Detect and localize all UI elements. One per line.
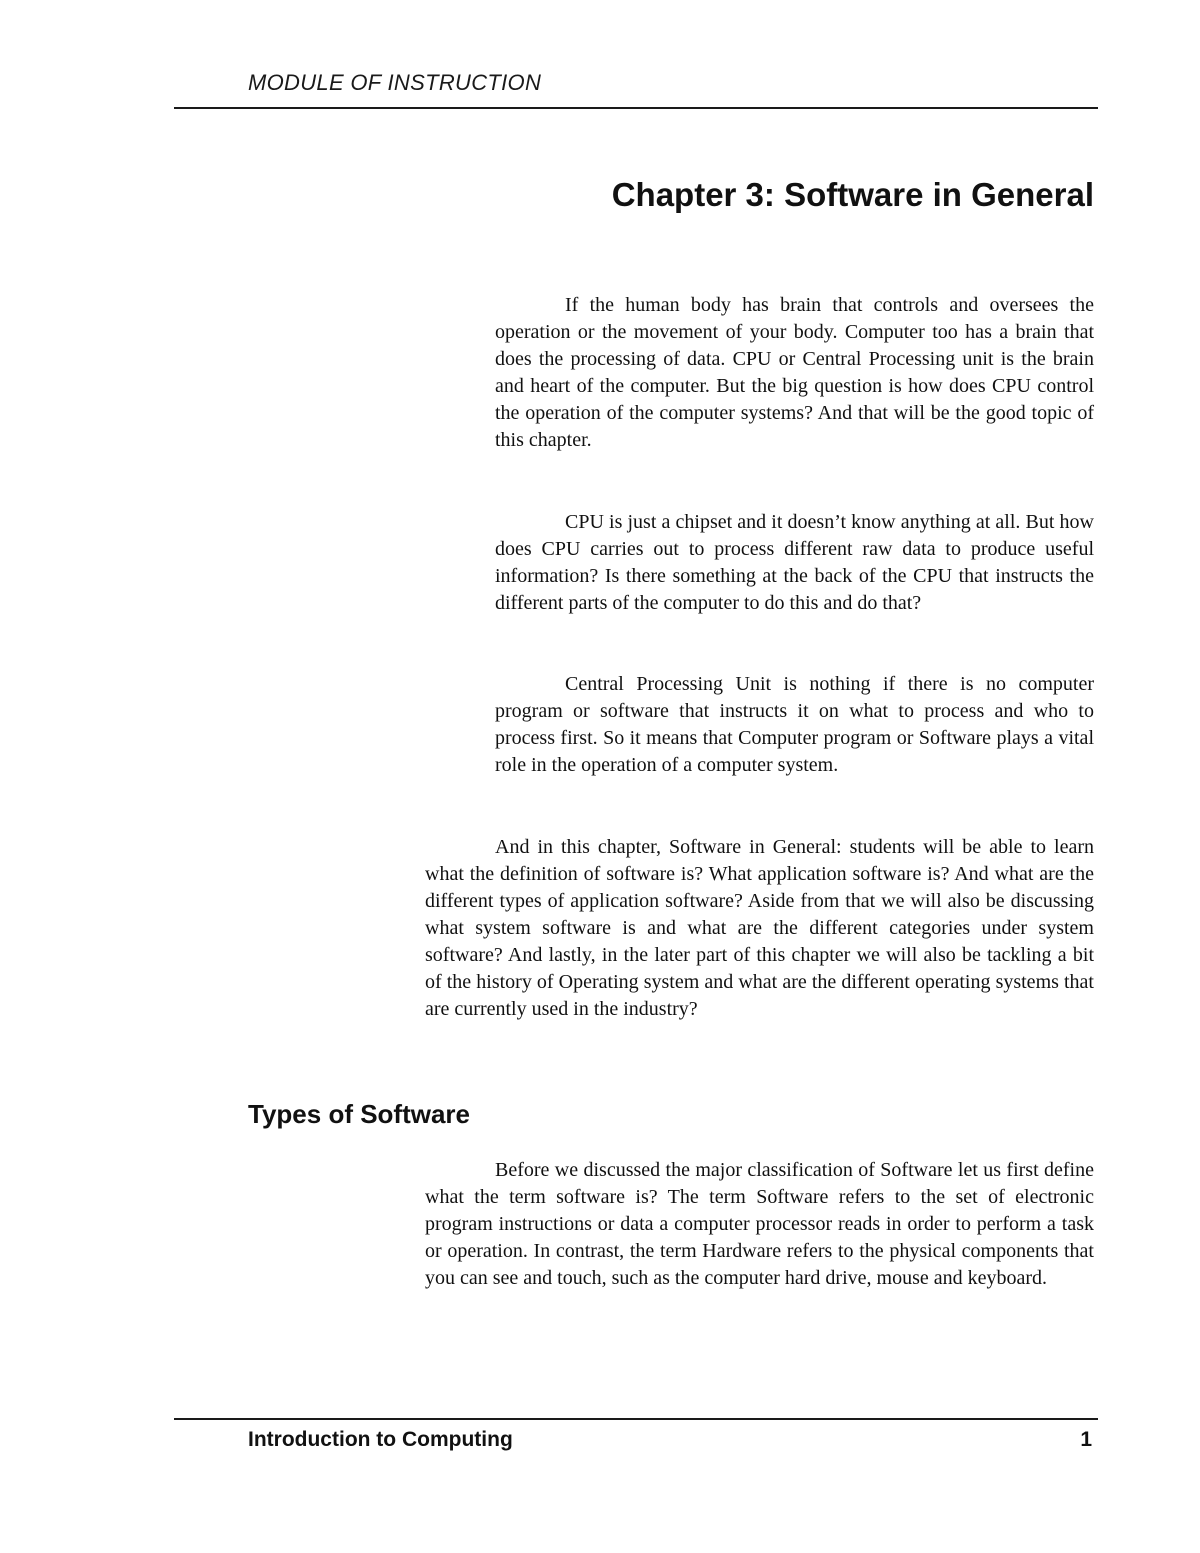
- intro-paragraph-4: And in this chapter, Software in General: students will be able to learn what the definition of software is? What application software is? And what are the different types of application software? Aside from that we will also be discussing what system software is and what are the different categories under system software? And lastly, in the later part of this chapter we will also be tackling a bit of the history of Operating system and what are the different operating systems that are currently used in the industry?: [425, 836, 1094, 1020]
- section-paragraph: Before we discussed the major classification of Software let us first define what the term software is? The term Software refers to the set of electronic program instructions or data a computer processor reads in order to perform a task or operation. In contrast, the term Hardware refers to the physical components that you can see and touch, such as the computer hard drive, mouse and keyboard.: [425, 1159, 1094, 1289]
- footer-title: Introduction to Computing: [248, 1428, 513, 1451]
- footer-rule: [174, 1418, 1098, 1420]
- section-heading: Types of Software: [248, 1099, 471, 1129]
- header-rule: [174, 107, 1098, 109]
- intro-paragraph-3: Central Processing Unit is nothing if there is no computer program or software that instructs it on what to process and who to process first. So it means that Computer program or Software plays a vital role in the operation of a computer system.: [495, 673, 1094, 776]
- chapter-title: Chapter 3: Software in General: [611, 176, 1094, 213]
- intro-paragraph-1: If the human body has brain that controls and oversees the operation or the movement of your body. Computer too has a brain that does the processing of data. CPU or Central Processing unit is the brain and heart of the computer. But the big question is how does CPU control the operation of the computer systems? And that will be the good topic of this chapter.: [495, 294, 1094, 451]
- module-header: MODULE OF INSTRUCTION: [248, 70, 542, 95]
- intro-paragraph-2: CPU is just a chipset and it doesn’t know anything at all. But how does CPU carries out to process different raw data to produce useful information? Is there something at the back of the CPU that instructs the different parts of the computer to do this and do that?: [495, 511, 1094, 614]
- page-number: 1: [1080, 1428, 1092, 1451]
